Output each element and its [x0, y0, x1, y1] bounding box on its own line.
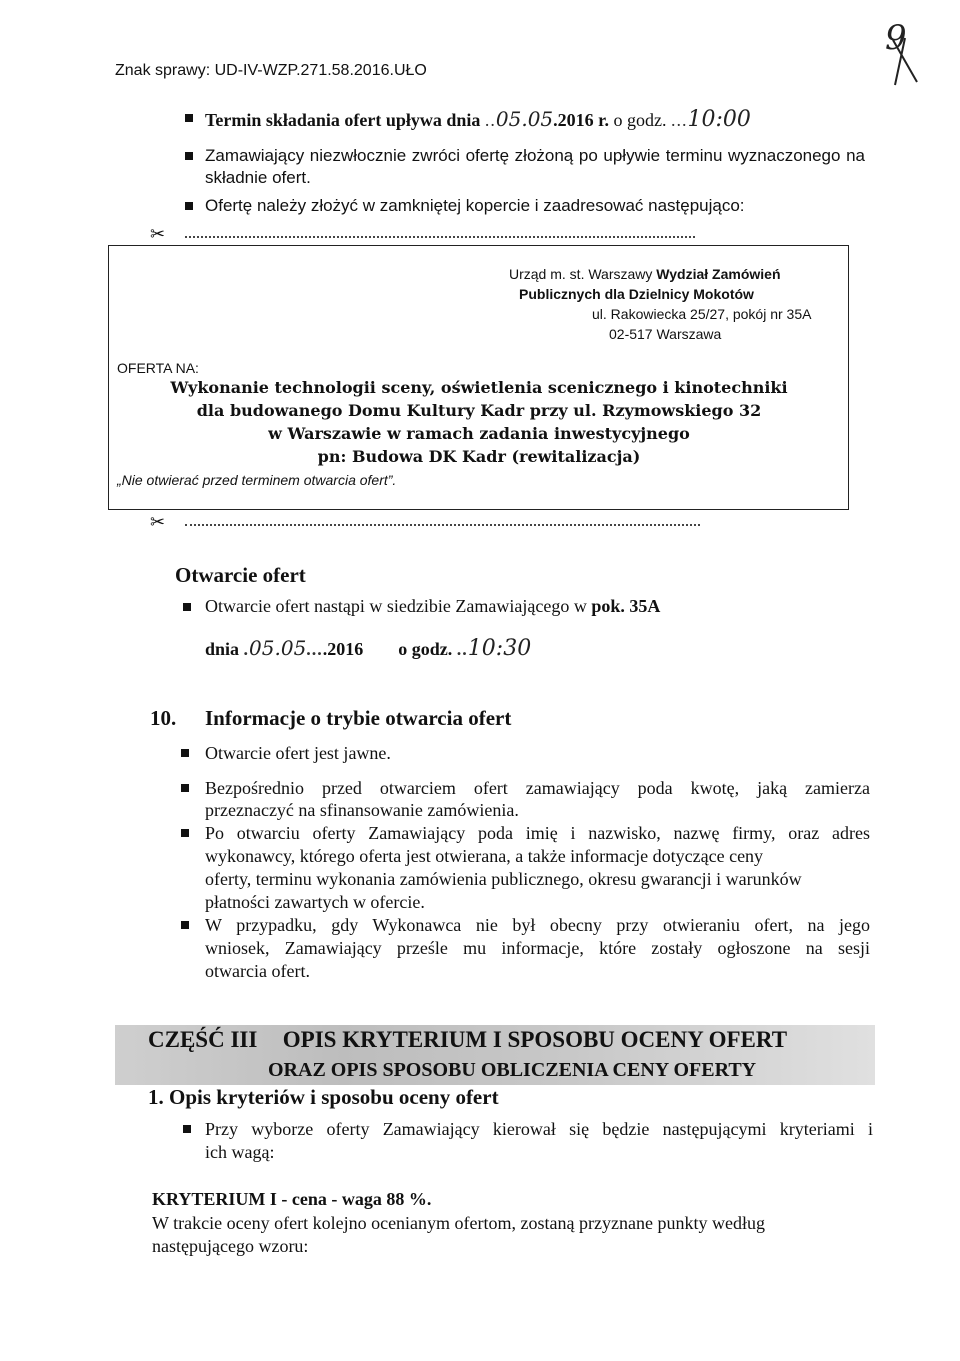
- rule-after-opening-line: wykonawcy, którego oferta jest otwierana, a także informacje dotyczące ceny: [205, 846, 764, 866]
- bullet-icon: [185, 114, 193, 122]
- opening-hour-label: o godz.: [398, 639, 453, 659]
- return-late-offer-text: Zamawiający niezwłocznie zwróci ofertę złożoną po upływie terminu wyznaczonego na składnie ofert.: [205, 146, 865, 187]
- criterion-1-text-line: W trakcie oceny ofert kolejno ocenianym ofertom, zostaną przyznane punkty według: [152, 1213, 765, 1233]
- rule-absent-contractor-line: W przypadku, gdy Wykonawca nie był obecny przy otwieraniu ofert, na jego: [205, 915, 870, 935]
- deadline-date-handwritten: 05.05: [495, 107, 554, 131]
- deadline-hour-label: o godz.: [613, 110, 667, 130]
- criterion-1-text-line: następującego wzoru:: [152, 1236, 309, 1256]
- envelope-address-box: [108, 245, 849, 510]
- opening-year: .2016: [322, 639, 364, 659]
- offer-title-line: dla budowanego Domu Kultury Kadr przy ul. Rzymowskiego 32: [196, 401, 762, 420]
- bullet-icon: [181, 829, 189, 837]
- bullet-icon: [181, 784, 189, 792]
- deadline-hour-handwritten: 10:00: [687, 107, 751, 132]
- do-not-open-note: „Nie otwierać przed terminem otwarcia ofert”.: [117, 472, 397, 488]
- criteria-heading: 1. Opis kryteriów i sposobu oceny ofert: [148, 1085, 499, 1109]
- criterion-1-heading: KRYTERIUM I - cena - waga 88 %.: [152, 1189, 432, 1209]
- rule-amount-line: przeznaczyć na sfinansowanie zamówienia.: [205, 800, 519, 820]
- rule-after-opening-line: oferty, terminu wykonania zamówienia publicznego, okresu gwarancji i warunków: [205, 869, 802, 889]
- part-3-title-line-2: ORAZ OPIS SPOSOBU OBLICZENIA CENY OFERTY: [268, 1059, 757, 1081]
- cut-line: [185, 236, 695, 238]
- section-10-number: 10.: [150, 706, 177, 730]
- offer-title-line: Wykonanie technologii sceny, oświetlenia scenicznego i kinotechniki: [170, 378, 788, 397]
- opening-date-label: dnia: [205, 639, 240, 659]
- opening-date-handwritten: 05.05: [249, 636, 307, 660]
- part-3-title-line-1: CZĘŚĆ III OPIS KRYTERIUM I SPOSOBU OCENY OFERT: [148, 1027, 788, 1052]
- bullet-icon: [181, 749, 189, 757]
- rule-after-opening-line: płatności zawartych w ofercie.: [205, 892, 425, 912]
- handwritten-mark-icon: [875, 30, 935, 90]
- bullet-icon: [185, 202, 193, 210]
- opening-heading: Otwarcie ofert: [175, 563, 306, 587]
- recipient-line-3: ul. Rakowiecka 25/27, pokój nr 35A: [592, 306, 812, 322]
- bullet-icon: [183, 603, 191, 611]
- bullet-icon: [183, 1125, 191, 1133]
- deadline-year: .2016 r.: [553, 110, 609, 130]
- rule-absent-contractor-line: wniosek, Zamawiający prześle mu informacje, które zostały ogłoszone na sesji: [205, 938, 870, 958]
- offer-title: [129, 376, 829, 468]
- scissors-icon: ✂: [150, 224, 166, 245]
- section-10-heading: Informacje o trybie otwarcia ofert: [205, 706, 512, 730]
- recipient-line-2: Publicznych dla Dzielnicy Mokotów: [519, 286, 754, 302]
- rule-absent-contractor-line: otwarcia ofert.: [205, 961, 310, 981]
- offer-label: OFERTA NA:: [117, 360, 199, 376]
- case-number: Znak sprawy: UD-IV-WZP.271.58.2016.UŁO: [115, 62, 427, 79]
- rule-amount-line: Bezpośrednio przed otwarciem ofert zamawiający poda kwotę, jaką zamierza: [205, 778, 870, 798]
- recipient-line-4: 02-517 Warszawa: [609, 326, 722, 342]
- opening-date-line: dnia .05.05....2016 o godz. ..10:30: [205, 636, 532, 661]
- scissors-icon: ✂: [150, 512, 166, 533]
- opening-hour-handwritten: 10:30: [467, 636, 532, 661]
- opening-place-text: Otwarcie ofert nastąpi w siedzibie Zamawiającego w pok. 35A: [205, 596, 661, 616]
- deadline-label: Termin składania ofert upływa dnia: [205, 110, 481, 130]
- rule-after-opening-line: Po otwarciu oferty Zamawiający poda imię i nazwisko, nazwę firmy, oraz adres: [205, 823, 870, 843]
- bullet-icon: [181, 921, 189, 929]
- offer-title-line: w Warszawie w ramach zadania inwestycyjnego: [268, 424, 690, 443]
- rule-public-opening: Otwarcie ofert jest jawne.: [205, 743, 391, 763]
- bullet-icon: [185, 152, 193, 160]
- criteria-intro-line: ich wagą:: [205, 1142, 275, 1162]
- corner-handwriting: 9: [885, 18, 907, 58]
- recipient-line-1: Urząd m. st. Warszawy Wydział Zamówień: [509, 266, 781, 282]
- offer-title-line: pn: Budowa DK Kadr (rewitalizacja): [317, 447, 641, 466]
- envelope-instructions-text: Ofertę należy złożyć w zamkniętej kopercie i zaadresować następująco:: [205, 196, 745, 215]
- cut-line: [185, 524, 700, 526]
- criteria-intro-line: Przy wyborze oferty Zamawiający kierował się będzie następującymi kryteriami i: [205, 1119, 873, 1139]
- deadline-line: Termin składania ofert upływa dnia ..05.05.2016 r. o godz. ...10:00: [205, 107, 751, 132]
